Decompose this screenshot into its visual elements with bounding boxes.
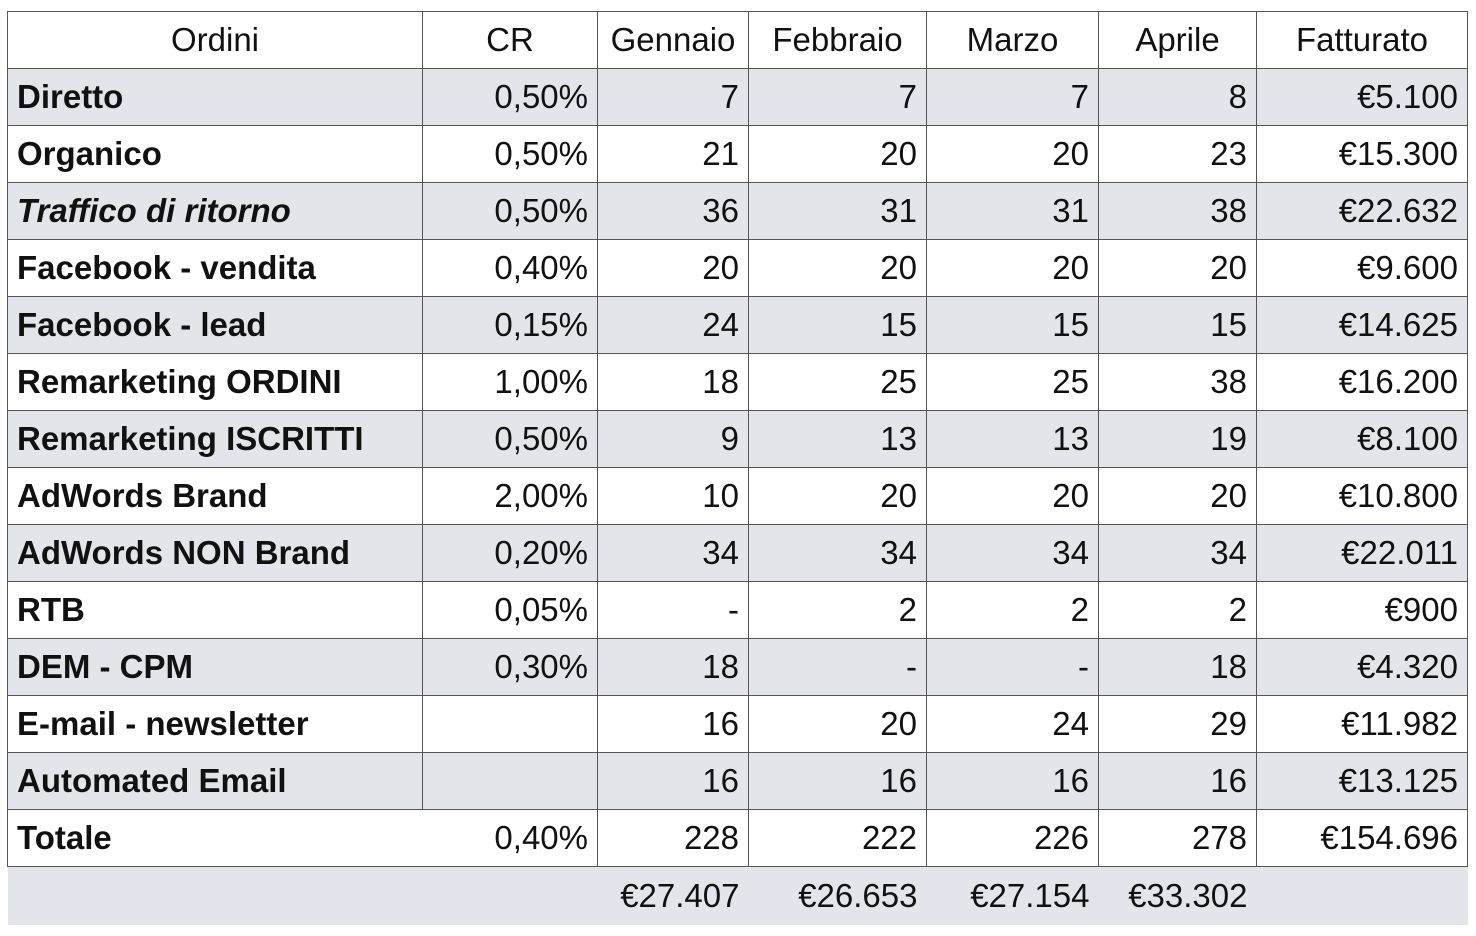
april-cell: 19	[1099, 411, 1257, 468]
header-revenue: Fatturato	[1257, 12, 1468, 69]
revenue-cell: €22.011	[1257, 525, 1468, 582]
total-row	[8, 810, 1468, 867]
february-cell: 15	[749, 297, 927, 354]
april-cell: 20	[1099, 240, 1257, 297]
january-cell: 18	[598, 354, 749, 411]
footer-empty-cell	[1257, 867, 1468, 925]
channel-cell: Diretto	[8, 69, 423, 126]
channel-cell: E-mail - newsletter	[8, 696, 423, 753]
february-cell: 20	[749, 126, 927, 183]
january-cell: 10	[598, 468, 749, 525]
cr-cell	[423, 753, 598, 810]
april-cell: 18	[1099, 639, 1257, 696]
cr-cell: 0,05%	[423, 582, 598, 639]
march-cell: 16	[927, 753, 1099, 810]
march-cell: 25	[927, 354, 1099, 411]
march-cell: 24	[927, 696, 1099, 753]
february-cell: 16	[749, 753, 927, 810]
header-march: Marzo	[927, 12, 1099, 69]
table-row	[8, 696, 1468, 753]
january-cell: 18	[598, 639, 749, 696]
channel-cell: RTB	[8, 582, 423, 639]
monthly-revenue-january: €27.407	[598, 867, 749, 925]
january-cell: 36	[598, 183, 749, 240]
table-row	[8, 639, 1468, 696]
channel-cell: Facebook - lead	[8, 297, 423, 354]
monthly-revenue-march: €27.154	[927, 867, 1099, 925]
total-february: 222	[749, 810, 927, 867]
march-cell: 20	[927, 468, 1099, 525]
january-cell: 16	[598, 753, 749, 810]
revenue-cell: €15.300	[1257, 126, 1468, 183]
cr-cell: 0,15%	[423, 297, 598, 354]
header-row	[8, 12, 1468, 69]
total-cr: 0,40%	[423, 810, 598, 867]
april-cell: 23	[1099, 126, 1257, 183]
revenue-cell: €4.320	[1257, 639, 1468, 696]
channel-cell: Facebook - vendita	[8, 240, 423, 297]
table-row	[8, 183, 1468, 240]
revenue-cell: €13.125	[1257, 753, 1468, 810]
table-row	[8, 297, 1468, 354]
orders-table	[7, 11, 1468, 925]
april-cell: 29	[1099, 696, 1257, 753]
header-april: Aprile	[1099, 12, 1257, 69]
february-cell: 20	[749, 240, 927, 297]
february-cell: 7	[749, 69, 927, 126]
cr-cell: 0,50%	[423, 183, 598, 240]
march-cell: 20	[927, 240, 1099, 297]
january-cell: 21	[598, 126, 749, 183]
channel-cell: Remarketing ORDINI	[8, 354, 423, 411]
march-cell: 7	[927, 69, 1099, 126]
february-cell: -	[749, 639, 927, 696]
revenue-cell: €10.800	[1257, 468, 1468, 525]
table-row	[8, 126, 1468, 183]
april-cell: 20	[1099, 468, 1257, 525]
march-cell: 20	[927, 126, 1099, 183]
cr-cell: 0,50%	[423, 126, 598, 183]
header-january: Gennaio	[598, 12, 749, 69]
total-label: Totale	[8, 810, 423, 867]
monthly-revenue-april: €33.302	[1099, 867, 1257, 925]
table-row	[8, 411, 1468, 468]
table-row	[8, 69, 1468, 126]
april-cell: 16	[1099, 753, 1257, 810]
revenue-cell: €14.625	[1257, 297, 1468, 354]
cr-cell: 2,00%	[423, 468, 598, 525]
revenue-cell: €8.100	[1257, 411, 1468, 468]
january-cell: -	[598, 582, 749, 639]
april-cell: 15	[1099, 297, 1257, 354]
revenue-cell: €5.100	[1257, 69, 1468, 126]
footer-empty-cell	[8, 867, 423, 925]
february-cell: 34	[749, 525, 927, 582]
total-april: 278	[1099, 810, 1257, 867]
january-cell: 7	[598, 69, 749, 126]
table-row	[8, 354, 1468, 411]
cr-cell	[423, 696, 598, 753]
channel-cell: AdWords NON Brand	[8, 525, 423, 582]
revenue-cell: €22.632	[1257, 183, 1468, 240]
march-cell: 31	[927, 183, 1099, 240]
february-cell: 13	[749, 411, 927, 468]
table-row	[8, 525, 1468, 582]
february-cell: 20	[749, 696, 927, 753]
channel-cell: Remarketing ISCRITTI	[8, 411, 423, 468]
revenue-cell: €9.600	[1257, 240, 1468, 297]
table-row	[8, 468, 1468, 525]
january-cell: 9	[598, 411, 749, 468]
february-cell: 2	[749, 582, 927, 639]
monthly-revenue-row	[8, 867, 1468, 925]
february-cell: 20	[749, 468, 927, 525]
total-march: 226	[927, 810, 1099, 867]
channel-cell: Traffico di ritorno	[8, 183, 423, 240]
cr-cell: 0,40%	[423, 240, 598, 297]
april-cell: 38	[1099, 183, 1257, 240]
january-cell: 24	[598, 297, 749, 354]
april-cell: 34	[1099, 525, 1257, 582]
footer-empty-cell	[423, 867, 598, 925]
march-cell: 2	[927, 582, 1099, 639]
monthly-revenue-february: €26.653	[749, 867, 927, 925]
channel-cell: AdWords Brand	[8, 468, 423, 525]
february-cell: 31	[749, 183, 927, 240]
revenue-cell: €900	[1257, 582, 1468, 639]
revenue-cell: €11.982	[1257, 696, 1468, 753]
channel-cell: Automated Email	[8, 753, 423, 810]
channel-cell: DEM - CPM	[8, 639, 423, 696]
cr-cell: 0,30%	[423, 639, 598, 696]
april-cell: 38	[1099, 354, 1257, 411]
table-row	[8, 582, 1468, 639]
header-february: Febbraio	[749, 12, 927, 69]
total-january: 228	[598, 810, 749, 867]
april-cell: 8	[1099, 69, 1257, 126]
march-cell: -	[927, 639, 1099, 696]
cr-cell: 0,50%	[423, 411, 598, 468]
cr-cell: 0,50%	[423, 69, 598, 126]
january-cell: 34	[598, 525, 749, 582]
channel-cell: Organico	[8, 126, 423, 183]
april-cell: 2	[1099, 582, 1257, 639]
january-cell: 20	[598, 240, 749, 297]
total-revenue: €154.696	[1257, 810, 1468, 867]
table-row	[8, 753, 1468, 810]
march-cell: 34	[927, 525, 1099, 582]
revenue-cell: €16.200	[1257, 354, 1468, 411]
february-cell: 25	[749, 354, 927, 411]
header-orders: Ordini	[8, 12, 423, 69]
january-cell: 16	[598, 696, 749, 753]
march-cell: 13	[927, 411, 1099, 468]
march-cell: 15	[927, 297, 1099, 354]
header-cr: CR	[423, 12, 598, 69]
table-row	[8, 240, 1468, 297]
cr-cell: 1,00%	[423, 354, 598, 411]
cr-cell: 0,20%	[423, 525, 598, 582]
